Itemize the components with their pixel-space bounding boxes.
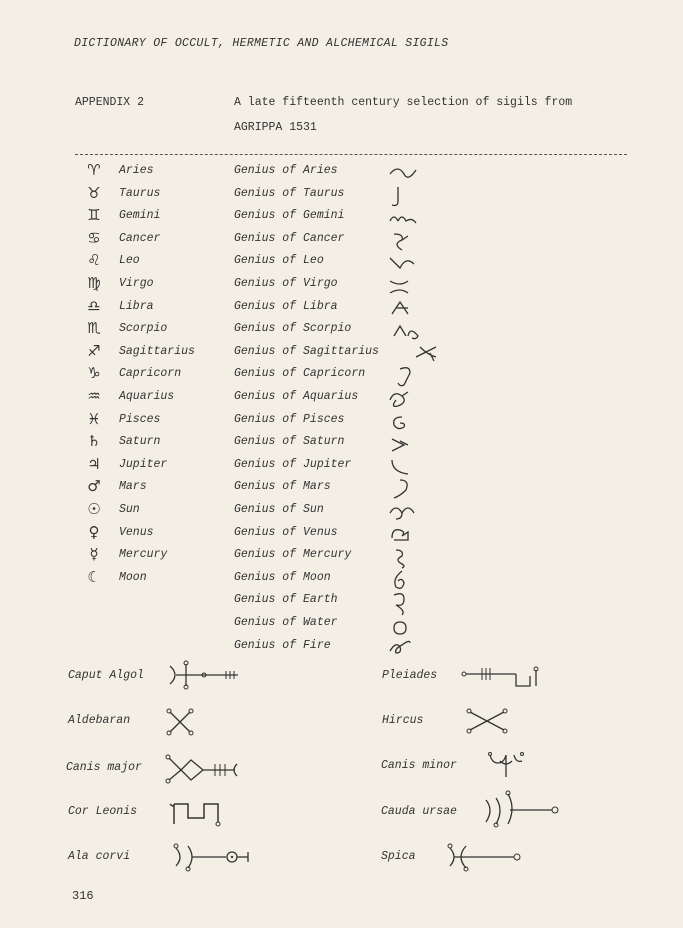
genius-sigil	[386, 499, 426, 523]
astrological-symbol-icon: ☿	[89, 545, 99, 564]
genius-label: Genius of Taurus	[234, 186, 345, 200]
genius-label: Genius of Aries	[234, 164, 338, 177]
star-label-canis-major: Canis major	[66, 761, 142, 774]
divider	[75, 154, 627, 155]
genius-label: Genius of Venus	[234, 525, 338, 539]
genius-label: Genius of Capricorn	[234, 367, 366, 381]
appendix-description: A late fifteenth century selection of sigils from	[234, 96, 573, 109]
astrological-symbol-icon: ♑	[87, 364, 101, 383]
appendix-source: AGRIPPA 1531	[234, 121, 317, 134]
genius-sigil	[386, 386, 426, 410]
genius-label: Genius of Libra	[234, 299, 338, 313]
genius-label: Genius of Gemini	[234, 209, 345, 223]
page-number: 316	[72, 889, 94, 903]
entry-name: Moon	[119, 570, 147, 584]
spica-sigil	[446, 842, 524, 872]
entry-name: Taurus	[119, 186, 161, 200]
astrological-symbol-icon: ♂	[87, 477, 101, 496]
genius-label: Genius of Earth	[234, 593, 338, 607]
entry-name: Pisces	[119, 412, 161, 426]
genius-sigil	[386, 612, 426, 636]
cauda-ursae-sigil	[480, 790, 562, 830]
genius-sigil	[386, 205, 426, 229]
astrological-symbol-icon: ♐	[87, 341, 101, 360]
entry-name: Aquarius	[119, 390, 175, 403]
genius-label: Genius of Leo	[234, 254, 324, 268]
star-label-hircus: Hircus	[382, 714, 424, 727]
canis-minor-sigil	[486, 751, 526, 781]
caput-algol-sigil	[164, 660, 244, 690]
astrological-symbol-icon: ♋	[87, 228, 101, 247]
genius-sigil	[386, 454, 426, 478]
astrological-symbol-icon: ♓	[87, 409, 101, 428]
star-label-caput-algol: Caput Algol	[68, 669, 144, 682]
genius-sigil	[386, 273, 426, 297]
entry-name: Capricorn	[119, 367, 182, 381]
star-label-cauda-ursae: Cauda ursae	[381, 805, 457, 818]
genius-sigil	[390, 318, 430, 342]
astrological-symbol-icon: ♄	[87, 432, 101, 451]
genius-sigil	[386, 476, 426, 500]
genius-label: Genius of Mercury	[234, 548, 352, 562]
star-label-spica: Spica	[381, 850, 416, 863]
genius-sigil	[386, 431, 426, 455]
star-label-aldebaran: Aldebaran	[68, 714, 131, 727]
astrological-symbol-icon: ☾	[87, 567, 101, 586]
genius-sigil	[386, 544, 426, 568]
genius-label: Genius of Scorpio	[234, 322, 352, 336]
entry-name: Leo	[119, 254, 140, 268]
aldebaran-sigil	[166, 708, 196, 736]
entry-name: Libra	[119, 299, 154, 313]
astrological-symbol-icon: ♏	[87, 319, 101, 338]
astrological-symbol-icon: ♒	[87, 387, 101, 405]
cor-leonis-sigil	[168, 798, 228, 828]
astrological-symbol-icon: ♊	[87, 206, 101, 225]
star-label-canis-minor: Canis minor	[381, 759, 457, 772]
genius-label: Genius of Pisces	[234, 412, 345, 426]
entry-name: Virgo	[119, 277, 154, 290]
canis-major-sigil	[165, 754, 255, 784]
genius-sigil	[386, 250, 426, 274]
star-label-cor-leonis: Cor Leonis	[68, 805, 138, 818]
genius-sigil	[386, 409, 426, 433]
star-label-ala-corvi: Ala corvi	[68, 850, 131, 863]
genius-sigil	[386, 567, 426, 591]
genius-label: Genius of Cancer	[234, 231, 345, 245]
entry-name: Sagittarius	[119, 344, 195, 358]
genius-label: Genius of Water	[234, 616, 338, 629]
pleiades-sigil	[460, 664, 544, 692]
entry-name: Mars	[119, 480, 147, 494]
hircus-sigil	[466, 708, 510, 736]
astrological-symbol-icon: ♉	[87, 183, 101, 202]
genius-label: Genius of Jupiter	[234, 457, 352, 471]
genius-sigil	[386, 160, 426, 184]
star-label-pleiades: Pleiades	[382, 669, 438, 682]
entry-name: Gemini	[119, 209, 161, 223]
genius-label: Genius of Fire	[234, 638, 331, 652]
entry-name: Venus	[119, 525, 154, 539]
genius-sigil	[392, 363, 432, 387]
astrological-symbol-icon: ♎	[87, 296, 101, 315]
entry-name: Cancer	[119, 231, 161, 245]
astrological-symbol-icon: ♀	[88, 522, 100, 541]
genius-label: Genius of Moon	[234, 570, 331, 584]
astrological-symbol-icon: ♍	[87, 274, 101, 292]
genius-sigil	[412, 341, 452, 365]
genius-sigil	[386, 296, 426, 320]
genius-label: Genius of Aquarius	[234, 390, 359, 403]
genius-label: Genius of Mars	[234, 480, 331, 494]
entry-name: Scorpio	[119, 322, 168, 336]
genius-label: Genius of Sun	[234, 503, 324, 516]
astrological-symbol-icon: ☉	[87, 500, 101, 518]
appendix-label: APPENDIX 2	[75, 96, 145, 109]
page-header: DICTIONARY OF OCCULT, HERMETIC AND ALCHEMICAL SIGILS	[74, 37, 449, 50]
genius-sigil	[386, 635, 426, 659]
entry-name: Saturn	[119, 435, 161, 449]
genius-label: Genius of Virgo	[234, 277, 338, 290]
genius-sigil	[386, 228, 426, 252]
entry-name: Aries	[119, 164, 154, 177]
astrological-symbol-icon: ♈	[87, 161, 101, 179]
astrological-symbol-icon: ♃	[87, 454, 101, 473]
entry-name: Mercury	[119, 548, 168, 562]
genius-sigil	[386, 522, 426, 546]
entry-name: Jupiter	[119, 457, 168, 471]
ala-corvi-sigil	[172, 842, 254, 872]
genius-sigil	[386, 589, 426, 613]
entry-name: Sun	[119, 503, 140, 516]
genius-label: Genius of Sagittarius	[234, 344, 379, 358]
genius-label: Genius of Saturn	[234, 435, 345, 449]
genius-sigil	[386, 183, 426, 207]
astrological-symbol-icon: ♌	[87, 251, 101, 270]
